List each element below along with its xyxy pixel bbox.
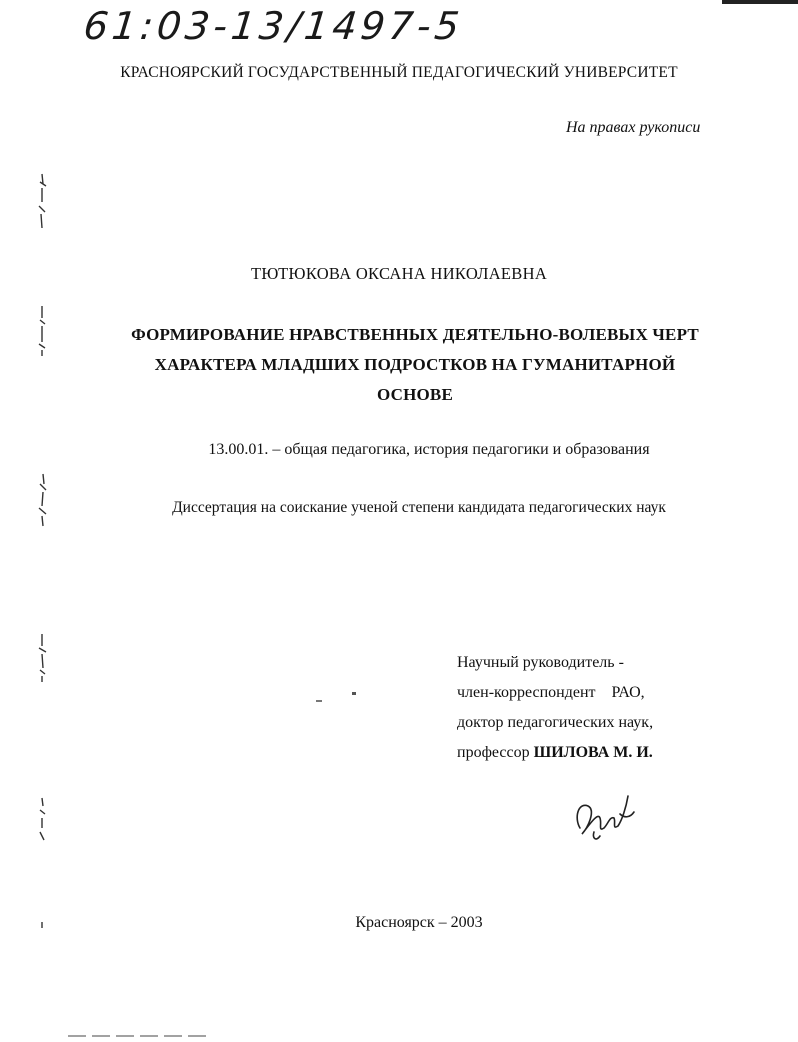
title-line: ФОРМИРОВАНИЕ НРАВСТВЕННЫХ ДЕЯТЕЛЬНО-ВОЛЕВЫХ ЧЕРТ [131, 325, 699, 344]
corner-mark [722, 0, 798, 4]
binding-mark-5 [34, 796, 54, 842]
manuscript-note: На правах рукописи [566, 119, 701, 136]
dissertation-title [100, 320, 730, 410]
title-line: ОСНОВЕ [376, 385, 454, 404]
supervisor-block [457, 648, 653, 768]
supervisor-line [457, 738, 653, 768]
binding-mark-2 [34, 304, 54, 358]
stray-mark [352, 692, 356, 695]
city-year: Красноярск – 2003 [355, 914, 483, 931]
handwritten-catalog-number: 61:03-13/1497-5 [81, 4, 466, 48]
title-line: ХАРАКТЕРА МЛАДШИХ ПОДРОСТКОВ НА ГУМАНИТАРНОЙ [154, 355, 676, 374]
supervisor-title: профессор [457, 744, 534, 761]
specialty-code: 13.00.01. – общая педагогика, история педагогики и образования [208, 441, 650, 458]
signature [570, 788, 640, 848]
university-name: КРАСНОЯРСКИЙ ГОСУДАРСТВЕННЫЙ ПЕДАГОГИЧЕСКИЙ УНИВЕРСИТЕТ [120, 64, 678, 81]
supervisor-line: член-корреспондент РАО, [457, 684, 645, 701]
author-name: ТЮТЮКОВА ОКСАНА НИКОЛАЕВНА [250, 264, 548, 283]
supervisor-line: Научный руководитель - [457, 654, 624, 671]
supervisor-name: ШИЛОВА М. И. [533, 744, 653, 761]
supervisor-line: доктор педагогических наук, [457, 714, 654, 731]
bottom-edge-line [68, 1024, 208, 1026]
binding-mark-1 [34, 172, 54, 230]
stray-mark [316, 700, 322, 702]
binding-mark-4 [34, 632, 54, 684]
degree-statement: Диссертация на соискание ученой степени кандидата педагогических наук [172, 499, 666, 516]
